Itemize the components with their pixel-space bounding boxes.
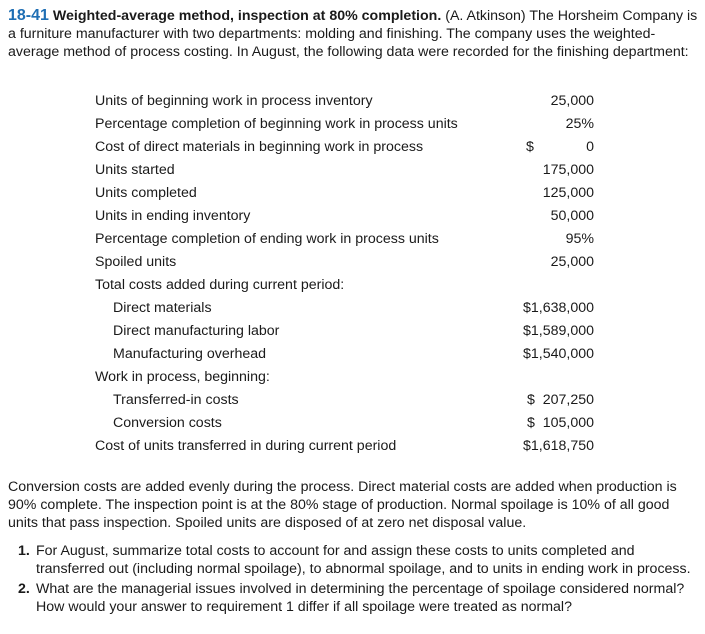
table-row [0, 205, 705, 228]
row-value: $ 105,000 [526, 415, 594, 431]
table-row [0, 90, 705, 113]
row-label: Cost of units transferred in during current period [95, 438, 397, 454]
requirement-text: For August, summarize total costs to account for and assign these costs to units completed and transferred out (including normal spoilage), to abnormal spoilage, and to units in ending work in process. [36, 543, 691, 577]
row-value: $1,589,000 [522, 323, 594, 339]
requirement-item [0, 542, 691, 578]
table-row [0, 389, 705, 412]
row-value: 175,000 [542, 162, 594, 178]
table-row [0, 297, 705, 320]
table-row [0, 320, 705, 343]
row-value: 50,000 [550, 208, 594, 224]
row-value: 25% [565, 116, 594, 132]
row-label: Units in ending inventory [95, 208, 251, 224]
row-label: Units started [95, 162, 175, 178]
table-row [0, 182, 705, 205]
row-value: $1,638,000 [522, 300, 594, 316]
table-row [0, 435, 705, 458]
row-value: 95% [565, 231, 594, 247]
requirement-number: 2. [18, 581, 30, 597]
row-label: Direct materials [113, 300, 212, 316]
row-label: Units completed [95, 185, 197, 201]
currency-sign: $ [526, 139, 534, 155]
requirement-item [0, 580, 691, 616]
row-label: Total costs added during current period: [95, 277, 345, 293]
table-section-header [0, 366, 705, 389]
row-label: Direct manufacturing labor [113, 323, 280, 339]
row-value: 25,000 [550, 254, 594, 270]
table-row [0, 136, 705, 159]
row-value: $1,540,000 [522, 346, 594, 362]
problem-number: 18-41 [8, 7, 49, 24]
row-label: Manufacturing overhead [113, 346, 267, 362]
row-label: Conversion costs [113, 415, 222, 431]
row-label: Percentage completion of beginning work in process units [95, 116, 458, 132]
row-value: $ 207,250 [526, 392, 594, 408]
problem-title: Weighted-average method, inspection at 80% completion. [52, 8, 442, 24]
requirement-number: 1. [18, 543, 30, 559]
row-value: 25,000 [550, 93, 594, 109]
table-row [0, 412, 705, 435]
row-label: Units of beginning work in process inventory [95, 93, 373, 109]
row-value: 125,000 [542, 185, 594, 201]
table-row [0, 159, 705, 182]
table-row [0, 251, 705, 274]
data-table [0, 90, 705, 458]
row-value: 0 [586, 139, 594, 155]
table-row [0, 343, 705, 366]
description-paragraph: Conversion costs are added evenly during the process. Direct material costs are added when production is 90% complete. The inspection point is at the 80% stage of production. Normal spoilage is 10% of all good units that pass inspection. Spoiled units are disposed of at zero net disposal value. [8, 479, 677, 531]
table-row [0, 113, 705, 136]
problem-intro [8, 7, 698, 61]
requirement-text: What are the managerial issues involved in determining the percentage of spoilage considered normal? How would your answer to requirement 1 differ if all spoilage were treated as normal? [36, 581, 685, 615]
row-label: Cost of direct materials in beginning work in process [95, 139, 424, 155]
problem-text: (A. Atkinson) The Horsheim Company is a furniture manufacturer with two departments: molding and finishing. The company uses the weighted-average method of process costing. In August, the following data were recorded for the finishing department: [8, 8, 698, 60]
requirements-list [0, 542, 705, 618]
row-label: Percentage completion of ending work in process units [95, 231, 439, 247]
table-section-header [0, 274, 705, 297]
row-label: Transferred-in costs [113, 392, 239, 408]
row-value: $1,618,750 [522, 438, 594, 454]
row-label: Spoiled units [95, 254, 177, 270]
table-row [0, 228, 705, 251]
row-label: Work in process, beginning: [95, 369, 270, 385]
